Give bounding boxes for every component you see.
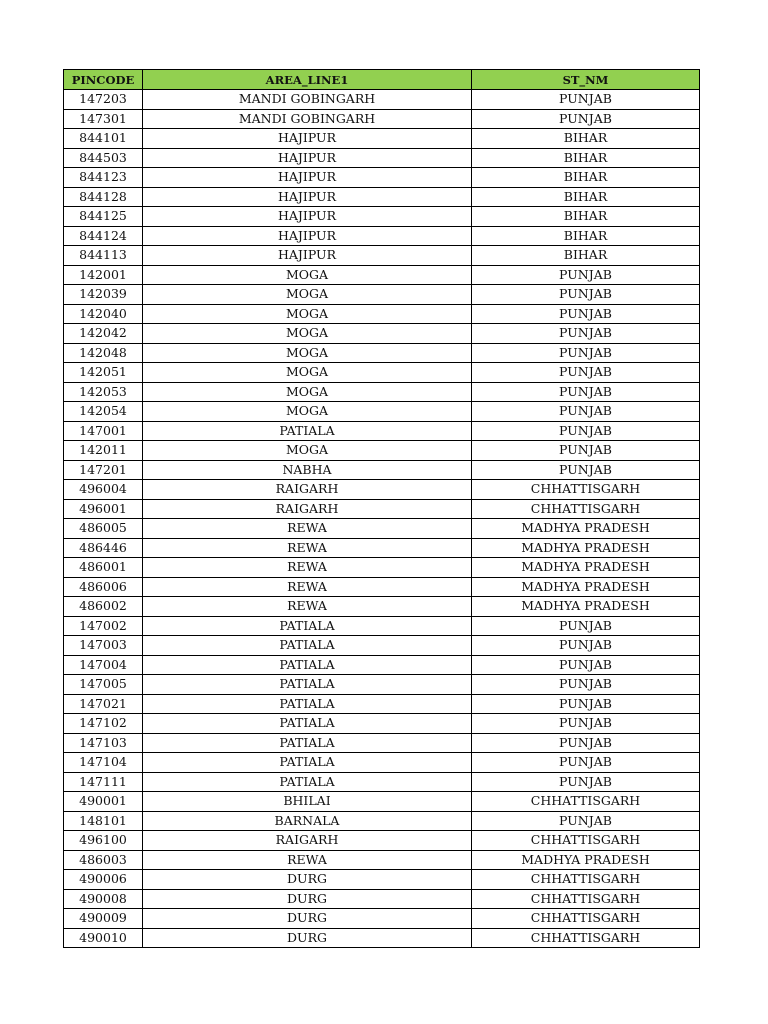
pincode-cell: 147005 (64, 675, 143, 695)
pincode-table-container (63, 69, 699, 948)
table-row (64, 558, 700, 578)
area-line1-cell: REWA (143, 519, 472, 539)
area-line1-cell: PATIALA (143, 733, 472, 753)
area-line1-cell: BARNALA (143, 811, 472, 831)
pincode-cell: 844101 (64, 129, 143, 149)
state-name-cell: MADHYA PRADESH (472, 558, 700, 578)
pincode-table (63, 69, 700, 948)
table-row (64, 109, 700, 129)
table-row (64, 148, 700, 168)
table-row (64, 265, 700, 285)
area-line1-cell: DURG (143, 928, 472, 948)
state-name-cell: PUNJAB (472, 675, 700, 695)
column-header-st-nm: ST_NM (472, 70, 700, 90)
state-name-cell: CHHATTISGARH (472, 792, 700, 812)
table-row (64, 226, 700, 246)
table-row (64, 792, 700, 812)
table-row (64, 363, 700, 383)
table-row (64, 636, 700, 656)
state-name-cell: PUNJAB (472, 109, 700, 129)
area-line1-cell: PATIALA (143, 714, 472, 734)
pincode-cell: 147103 (64, 733, 143, 753)
state-name-cell: MADHYA PRADESH (472, 577, 700, 597)
area-line1-cell: RAIGARH (143, 831, 472, 851)
pincode-cell: 147001 (64, 421, 143, 441)
table-row (64, 129, 700, 149)
pincode-cell: 844124 (64, 226, 143, 246)
column-header-pincode: PINCODE (64, 70, 143, 90)
pincode-cell: 844113 (64, 246, 143, 266)
table-row (64, 519, 700, 539)
pincode-cell: 490008 (64, 889, 143, 909)
area-line1-cell: PATIALA (143, 421, 472, 441)
state-name-cell: PUNJAB (472, 753, 700, 773)
pincode-cell: 142040 (64, 304, 143, 324)
pincode-cell: 844503 (64, 148, 143, 168)
table-row (64, 714, 700, 734)
state-name-cell: MADHYA PRADESH (472, 597, 700, 617)
area-line1-cell: MOGA (143, 402, 472, 422)
pincode-cell: 148101 (64, 811, 143, 831)
table-row (64, 889, 700, 909)
table-row (64, 421, 700, 441)
pincode-cell: 496004 (64, 480, 143, 500)
state-name-cell: PUNJAB (472, 733, 700, 753)
state-name-cell: PUNJAB (472, 363, 700, 383)
state-name-cell: CHHATTISGARH (472, 831, 700, 851)
table-row (64, 616, 700, 636)
state-name-cell: PUNJAB (472, 655, 700, 675)
area-line1-cell: PATIALA (143, 616, 472, 636)
area-line1-cell: MANDI GOBINGARH (143, 90, 472, 110)
pincode-cell: 142039 (64, 285, 143, 305)
pincode-cell: 844123 (64, 168, 143, 188)
pincode-cell: 142054 (64, 402, 143, 422)
state-name-cell: BIHAR (472, 207, 700, 227)
area-line1-cell: HAJIPUR (143, 246, 472, 266)
table-row (64, 304, 700, 324)
pincode-cell: 844128 (64, 187, 143, 207)
table-row (64, 597, 700, 617)
state-name-cell: PUNJAB (472, 811, 700, 831)
table-row (64, 324, 700, 344)
table-row (64, 382, 700, 402)
table-row (64, 675, 700, 695)
state-name-cell: PUNJAB (472, 90, 700, 110)
pincode-cell: 147203 (64, 90, 143, 110)
state-name-cell: PUNJAB (472, 382, 700, 402)
area-line1-cell: REWA (143, 538, 472, 558)
state-name-cell: PUNJAB (472, 285, 700, 305)
pincode-cell: 486003 (64, 850, 143, 870)
area-line1-cell: PATIALA (143, 772, 472, 792)
pincode-cell: 142053 (64, 382, 143, 402)
table-row (64, 499, 700, 519)
table-row (64, 870, 700, 890)
state-name-cell: PUNJAB (472, 304, 700, 324)
pincode-cell: 490010 (64, 928, 143, 948)
pincode-cell: 142001 (64, 265, 143, 285)
pincode-cell: 486006 (64, 577, 143, 597)
area-line1-cell: HAJIPUR (143, 168, 472, 188)
state-name-cell: CHHATTISGARH (472, 870, 700, 890)
pincode-cell: 490001 (64, 792, 143, 812)
table-row (64, 772, 700, 792)
pincode-cell: 496100 (64, 831, 143, 851)
table-row (64, 577, 700, 597)
pincode-cell: 142042 (64, 324, 143, 344)
state-name-cell: PUNJAB (472, 441, 700, 461)
area-line1-cell: PATIALA (143, 753, 472, 773)
area-line1-cell: REWA (143, 850, 472, 870)
pincode-cell: 486446 (64, 538, 143, 558)
table-row (64, 811, 700, 831)
state-name-cell: PUNJAB (472, 324, 700, 344)
state-name-cell: PUNJAB (472, 265, 700, 285)
area-line1-cell: RAIGARH (143, 499, 472, 519)
table-row (64, 207, 700, 227)
area-line1-cell: MOGA (143, 343, 472, 363)
area-line1-cell: REWA (143, 558, 472, 578)
area-line1-cell: PATIALA (143, 636, 472, 656)
table-header-row (64, 70, 700, 90)
pincode-cell: 486002 (64, 597, 143, 617)
pincode-cell: 147021 (64, 694, 143, 714)
state-name-cell: PUNJAB (472, 616, 700, 636)
area-line1-cell: BHILAI (143, 792, 472, 812)
table-row (64, 850, 700, 870)
pincode-cell: 147102 (64, 714, 143, 734)
table-row (64, 694, 700, 714)
state-name-cell: CHHATTISGARH (472, 480, 700, 500)
table-row (64, 285, 700, 305)
state-name-cell: PUNJAB (472, 402, 700, 422)
pincode-cell: 142048 (64, 343, 143, 363)
state-name-cell: MADHYA PRADESH (472, 538, 700, 558)
table-row (64, 480, 700, 500)
area-line1-cell: MOGA (143, 285, 472, 305)
state-name-cell: BIHAR (472, 129, 700, 149)
state-name-cell: BIHAR (472, 168, 700, 188)
state-name-cell: PUNJAB (472, 714, 700, 734)
table-row (64, 246, 700, 266)
pincode-cell: 147201 (64, 460, 143, 480)
state-name-cell: CHHATTISGARH (472, 928, 700, 948)
area-line1-cell: DURG (143, 889, 472, 909)
table-row (64, 168, 700, 188)
state-name-cell: PUNJAB (472, 636, 700, 656)
table-row (64, 538, 700, 558)
area-line1-cell: PATIALA (143, 675, 472, 695)
pincode-cell: 486005 (64, 519, 143, 539)
table-row (64, 343, 700, 363)
pincode-cell: 490006 (64, 870, 143, 890)
area-line1-cell: MOGA (143, 304, 472, 324)
state-name-cell: BIHAR (472, 246, 700, 266)
area-line1-cell: HAJIPUR (143, 129, 472, 149)
pincode-cell: 147002 (64, 616, 143, 636)
table-row (64, 187, 700, 207)
table-row (64, 402, 700, 422)
area-line1-cell: REWA (143, 597, 472, 617)
area-line1-cell: MOGA (143, 324, 472, 344)
area-line1-cell: MANDI GOBINGARH (143, 109, 472, 129)
state-name-cell: BIHAR (472, 148, 700, 168)
area-line1-cell: RAIGARH (143, 480, 472, 500)
pincode-cell: 142011 (64, 441, 143, 461)
pincode-cell: 142051 (64, 363, 143, 383)
table-row (64, 460, 700, 480)
table-row (64, 441, 700, 461)
area-line1-cell: DURG (143, 909, 472, 929)
area-line1-cell: HAJIPUR (143, 226, 472, 246)
area-line1-cell: MOGA (143, 382, 472, 402)
column-header-area-line1: AREA_LINE1 (143, 70, 472, 90)
table-row (64, 909, 700, 929)
state-name-cell: BIHAR (472, 187, 700, 207)
pincode-cell: 147003 (64, 636, 143, 656)
area-line1-cell: REWA (143, 577, 472, 597)
pincode-cell: 147004 (64, 655, 143, 675)
state-name-cell: PUNJAB (472, 421, 700, 441)
state-name-cell: CHHATTISGARH (472, 499, 700, 519)
area-line1-cell: PATIALA (143, 655, 472, 675)
pincode-cell: 490009 (64, 909, 143, 929)
area-line1-cell: MOGA (143, 441, 472, 461)
state-name-cell: MADHYA PRADESH (472, 519, 700, 539)
area-line1-cell: MOGA (143, 363, 472, 383)
table-row (64, 90, 700, 110)
pincode-cell: 147301 (64, 109, 143, 129)
state-name-cell: CHHATTISGARH (472, 909, 700, 929)
pincode-cell: 147104 (64, 753, 143, 773)
area-line1-cell: MOGA (143, 265, 472, 285)
pincode-cell: 486001 (64, 558, 143, 578)
area-line1-cell: HAJIPUR (143, 187, 472, 207)
state-name-cell: MADHYA PRADESH (472, 850, 700, 870)
area-line1-cell: HAJIPUR (143, 207, 472, 227)
table-body (64, 90, 700, 948)
state-name-cell: PUNJAB (472, 694, 700, 714)
pincode-cell: 844125 (64, 207, 143, 227)
table-row (64, 733, 700, 753)
state-name-cell: PUNJAB (472, 460, 700, 480)
table-row (64, 831, 700, 851)
pincode-cell: 496001 (64, 499, 143, 519)
table-row (64, 928, 700, 948)
state-name-cell: PUNJAB (472, 772, 700, 792)
area-line1-cell: HAJIPUR (143, 148, 472, 168)
state-name-cell: PUNJAB (472, 343, 700, 363)
pincode-cell: 147111 (64, 772, 143, 792)
state-name-cell: CHHATTISGARH (472, 889, 700, 909)
area-line1-cell: NABHA (143, 460, 472, 480)
table-row (64, 753, 700, 773)
area-line1-cell: DURG (143, 870, 472, 890)
area-line1-cell: PATIALA (143, 694, 472, 714)
table-row (64, 655, 700, 675)
state-name-cell: BIHAR (472, 226, 700, 246)
